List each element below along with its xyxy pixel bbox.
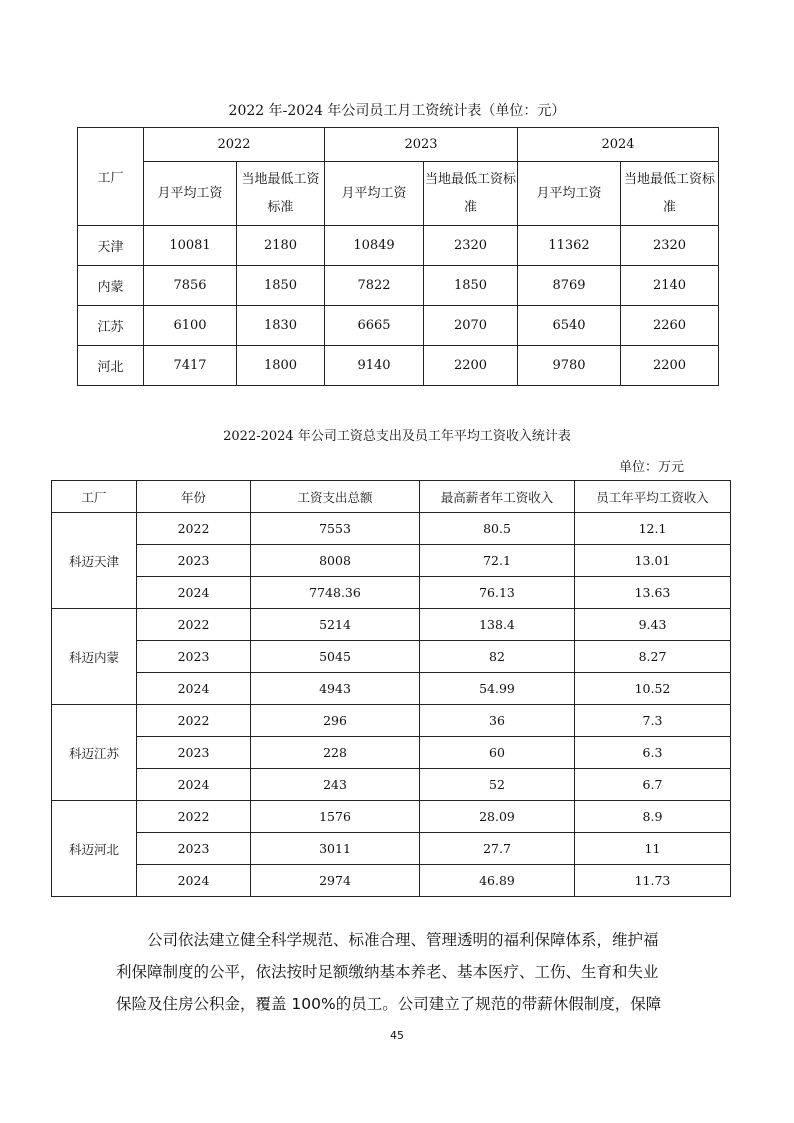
table-cell: 8.27 [575, 641, 731, 673]
table-row [52, 609, 731, 641]
table-cell: 11362 [518, 226, 621, 266]
table-cell: 54.99 [420, 673, 575, 705]
table-row [52, 513, 731, 545]
table-cell: 7417 [144, 346, 237, 386]
table-cell: 7.3 [575, 705, 731, 737]
year-header-2024: 2024 [518, 128, 719, 162]
header-top-earner: 最高薪者年工资收入 [420, 481, 575, 513]
table-cell: 11.73 [575, 865, 731, 897]
table-cell: 2140 [621, 266, 719, 306]
table-cell: 80.5 [420, 513, 575, 545]
table-cell: 6.3 [575, 737, 731, 769]
table-row [52, 769, 731, 801]
header-total-salary: 工资支出总额 [251, 481, 420, 513]
table-cell: 4943 [251, 673, 420, 705]
table-cell: 1576 [251, 801, 420, 833]
table-row [52, 801, 731, 833]
table-row [52, 833, 731, 865]
table-cell: 7553 [251, 513, 420, 545]
avg-salary-header: 月平均工资 [325, 162, 424, 226]
table-cell: 28.09 [420, 801, 575, 833]
paragraph-line: 利保障制度的公平，依法按时足额缴纳基本养老、基本医疗、工伤、生育和失业 [116, 963, 659, 981]
min-wage-header: 当地最低工资标准 [237, 162, 325, 226]
factory-name: 内蒙 [78, 266, 144, 306]
table-cell: 2024 [137, 769, 251, 801]
table-cell: 6100 [144, 306, 237, 346]
table-cell: 76.13 [420, 577, 575, 609]
table-cell: 9140 [325, 346, 424, 386]
table-row [78, 266, 719, 306]
table-cell: 36 [420, 705, 575, 737]
table-cell: 2023 [137, 833, 251, 865]
table-cell: 27.7 [420, 833, 575, 865]
table-cell: 82 [420, 641, 575, 673]
table-cell: 2024 [137, 865, 251, 897]
table-cell: 9780 [518, 346, 621, 386]
table-cell: 6.7 [575, 769, 731, 801]
header-avg-income: 员工年平均工资收入 [575, 481, 731, 513]
table-cell: 138.4 [420, 609, 575, 641]
table-cell: 2320 [424, 226, 518, 266]
factory-header: 工厂 [78, 128, 144, 226]
table-cell: 72.1 [420, 545, 575, 577]
table-cell: 243 [251, 769, 420, 801]
table-cell: 8769 [518, 266, 621, 306]
table-cell: 1850 [237, 266, 325, 306]
table-row [52, 705, 731, 737]
table-cell: 1800 [237, 346, 325, 386]
factory-name: 科迈内蒙 [52, 609, 137, 705]
table-cell: 10849 [325, 226, 424, 266]
table-row [52, 545, 731, 577]
table-cell: 3011 [251, 833, 420, 865]
factory-name: 科迈天津 [52, 513, 137, 609]
table-cell: 13.01 [575, 545, 731, 577]
table2-unit: 单位：万元 [618, 460, 684, 475]
table-cell: 8.9 [575, 801, 731, 833]
table-cell: 1850 [424, 266, 518, 306]
factory-name: 江苏 [78, 306, 144, 346]
table-cell: 1830 [237, 306, 325, 346]
table-cell: 7822 [325, 266, 424, 306]
table-cell: 2022 [137, 513, 251, 545]
table-cell: 9.43 [575, 609, 731, 641]
avg-salary-header: 月平均工资 [144, 162, 237, 226]
table-cell: 2022 [137, 609, 251, 641]
table-row [78, 346, 719, 386]
page-number: 45 [390, 1029, 404, 1042]
factory-name: 科迈河北 [52, 801, 137, 897]
table-cell: 2024 [137, 673, 251, 705]
table-cell: 13.63 [575, 577, 731, 609]
table-cell: 8008 [251, 545, 420, 577]
table-cell: 10081 [144, 226, 237, 266]
table-cell: 12.1 [575, 513, 731, 545]
factory-name: 天津 [78, 226, 144, 266]
table-cell: 2180 [237, 226, 325, 266]
table2-title: 2022-2024 年公司工资总支出及员工年平均工资收入统计表 [223, 429, 571, 444]
year-header-2022: 2022 [144, 128, 325, 162]
table-cell: 296 [251, 705, 420, 737]
min-wage-header: 当地最低工资标准 [424, 162, 518, 226]
factory-name: 科迈江苏 [52, 705, 137, 801]
table-row [52, 577, 731, 609]
table-cell: 5214 [251, 609, 420, 641]
table-cell: 7748.36 [251, 577, 420, 609]
min-wage-header: 当地最低工资标准 [621, 162, 719, 226]
body-paragraph [116, 924, 676, 1020]
table-cell: 2023 [137, 641, 251, 673]
table-cell: 2022 [137, 705, 251, 737]
table-cell: 10.52 [575, 673, 731, 705]
table-cell: 11 [575, 833, 731, 865]
paragraph-line: 公司依法建立健全科学规范、标准合理、管理透明的福利保障体系，维护福 [147, 931, 659, 949]
year-header-2023: 2023 [325, 128, 518, 162]
header-year: 年份 [137, 481, 251, 513]
table-row [78, 226, 719, 266]
annual-salary-table [51, 480, 731, 897]
table-cell: 6665 [325, 306, 424, 346]
avg-salary-header: 月平均工资 [518, 162, 621, 226]
table-cell: 2070 [424, 306, 518, 346]
table-cell: 2974 [251, 865, 420, 897]
monthly-salary-table [77, 127, 719, 386]
table-cell: 2024 [137, 577, 251, 609]
table-cell: 46.89 [420, 865, 575, 897]
table-cell: 5045 [251, 641, 420, 673]
table-cell: 7856 [144, 266, 237, 306]
table-cell: 2320 [621, 226, 719, 266]
table-cell: 52 [420, 769, 575, 801]
table-cell: 60 [420, 737, 575, 769]
table-row [52, 641, 731, 673]
table-cell: 2200 [621, 346, 719, 386]
header-factory: 工厂 [52, 481, 137, 513]
table-row [52, 737, 731, 769]
table-cell: 2023 [137, 545, 251, 577]
table-cell: 2022 [137, 801, 251, 833]
table-row [52, 673, 731, 705]
table-cell: 2023 [137, 737, 251, 769]
paragraph-line: 保险及住房公积金，覆盖 100%的员工。公司建立了规范的带薪休假制度，保障 [116, 995, 662, 1013]
table-cell: 228 [251, 737, 420, 769]
table-cell: 2200 [424, 346, 518, 386]
table-row [78, 306, 719, 346]
factory-name: 河北 [78, 346, 144, 386]
table1-title: 2022 年-2024 年公司员工月工资统计表（单位：元） [228, 103, 566, 119]
table-row [52, 865, 731, 897]
table-cell: 6540 [518, 306, 621, 346]
table-cell: 2260 [621, 306, 719, 346]
